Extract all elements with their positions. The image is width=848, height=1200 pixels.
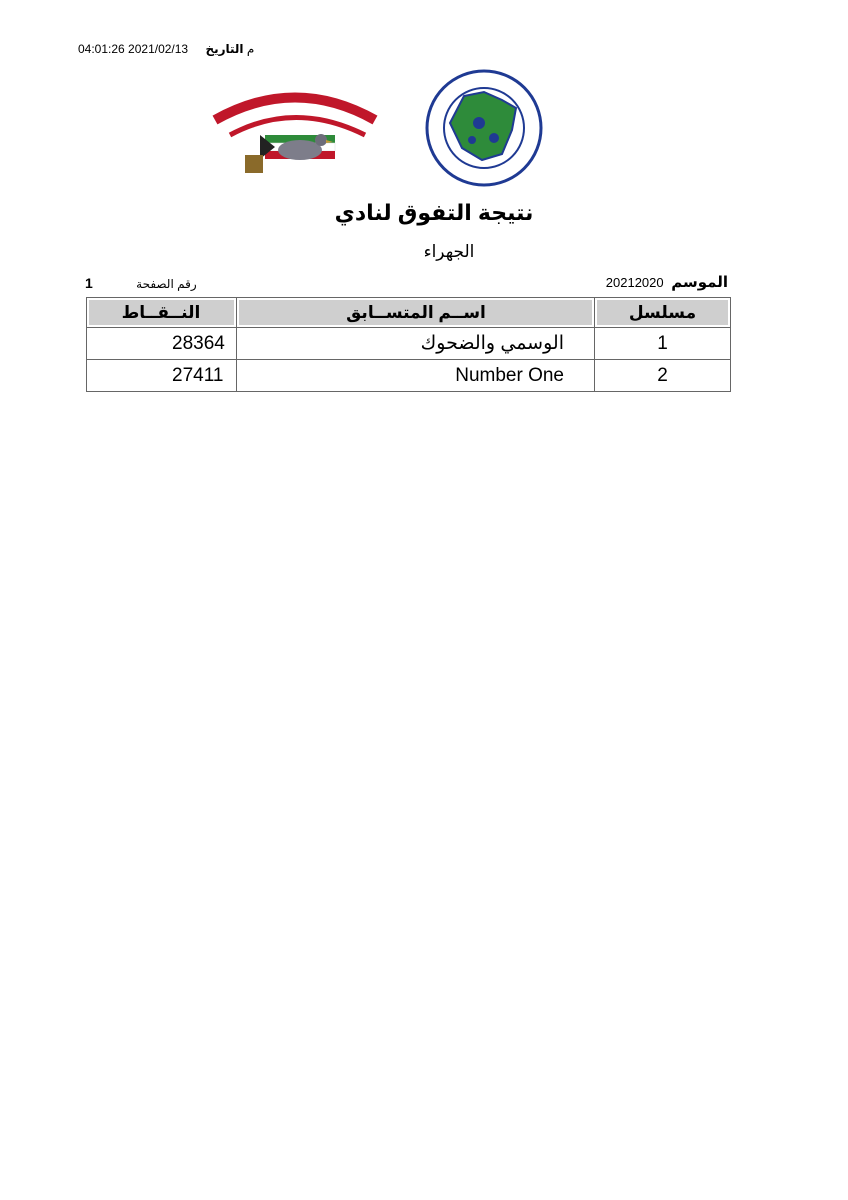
date-line — [78, 42, 254, 56]
row-name: الوسمي والضحوك — [237, 328, 595, 360]
row-serial: 2 — [595, 360, 731, 392]
row-serial: 1 — [595, 328, 731, 360]
season-value: 20212020 — [605, 275, 664, 290]
season-label: الموسم — [671, 274, 728, 291]
row-points: 28364 — [87, 328, 237, 360]
season-line — [606, 273, 728, 291]
club-pigeon-logo-icon — [205, 80, 385, 180]
page-number-label: رقم الصفحة — [136, 277, 197, 291]
row-points: 27411 — [87, 360, 237, 392]
table-header-row — [87, 298, 731, 328]
club-name: الجهراء — [423, 242, 475, 261]
table-row — [87, 328, 731, 360]
federation-map-logo-icon — [424, 68, 544, 188]
header-points: النــقــاط — [87, 298, 237, 328]
page-number-line — [85, 275, 197, 291]
header-serial: مسلسل — [595, 298, 731, 328]
row-name: Number One — [237, 360, 595, 392]
page-number-value: 1 — [85, 275, 93, 291]
date-value: 04:01:26 2021/02/13 م — [78, 42, 255, 56]
results-table — [86, 297, 731, 392]
date-label: التاريخ — [205, 42, 244, 56]
table-row — [87, 360, 731, 392]
header-name: اســم المتســابق — [237, 298, 595, 328]
page-title: نتيجة التفوق لنادي — [334, 200, 534, 225]
